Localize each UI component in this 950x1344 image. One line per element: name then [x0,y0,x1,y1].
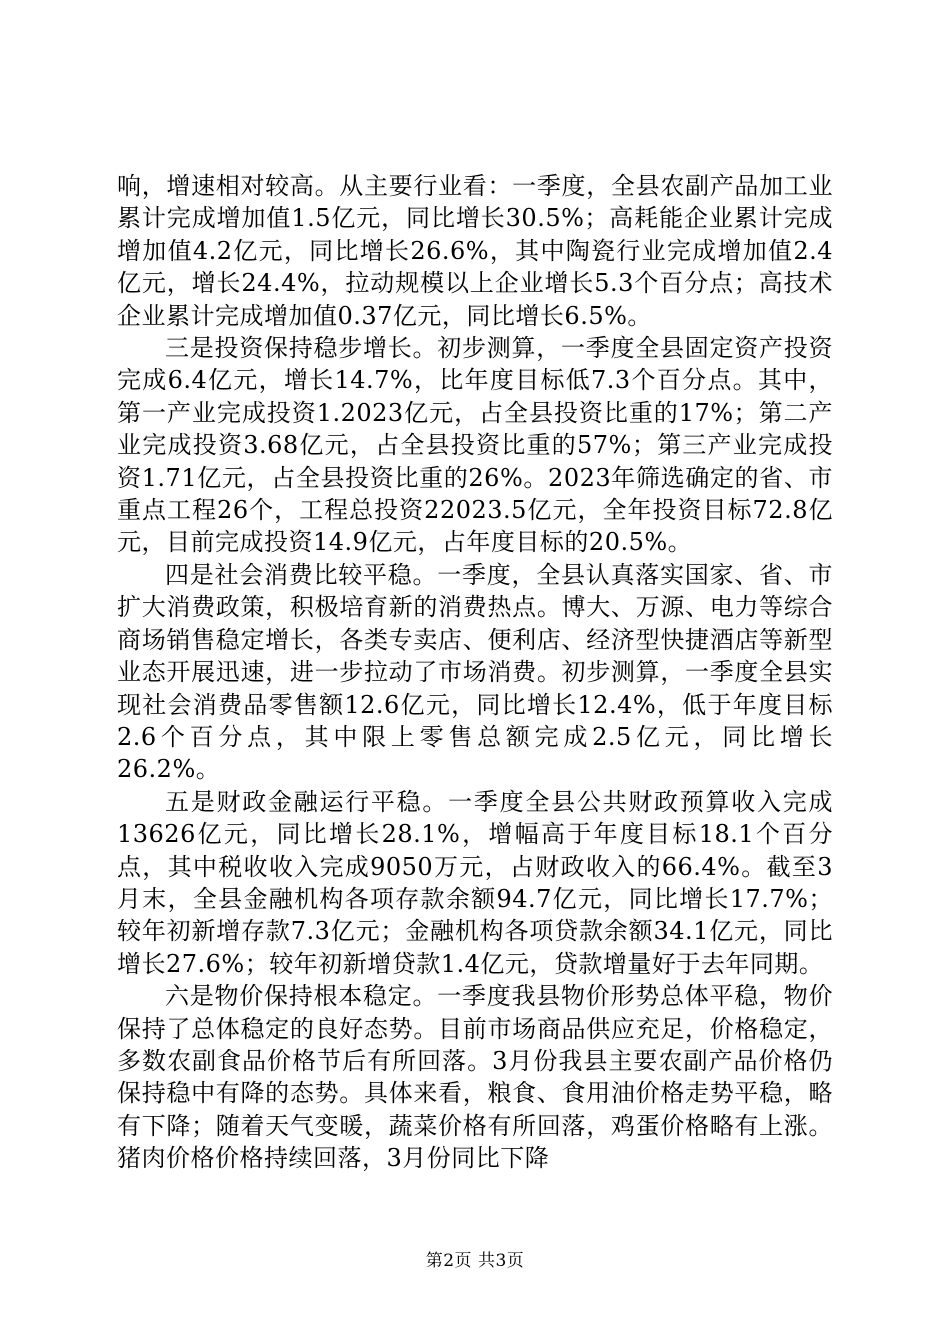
paragraph-consumption: 四是社会消费比较平稳。一季度，全县认真落实国家、省、市扩大消费政策，积极培育新的消费热点。博大、万源、电力等综合商场销售稳定增长，各类专卖店、便利店、经济型快捷酒店等新型业态开展迅速，进一步拉动了市场消费。初步测算，一季度全县实现社会消费品零售额12.6亿元，同比增长12.4%，低于年度目标2.6个百分点，其中限上零售总额完成2.5亿元，同比增长26.2%。 [117,560,833,784]
document-body [117,170,833,1175]
paragraph-prices: 六是物价保持根本稳定。一季度我县物价形势总体平稳，物价保持了总体稳定的良好态势。目前市场商品供应充足，价格稳定，多数农副食品价格节后有所回落。3月份我县主要农副产品价格仍保持稳中有降的态势。具体来看，粮食、食用油价格走势平稳，略有下降；随着天气变暖，蔬菜价格有所回落，鸡蛋价格略有上涨。猪肉价格价格持续回落，3月份同比下降 [117,982,833,1173]
page-number-footer: 第2页 共3页 [425,1251,525,1271]
paragraph-finance: 五是财政金融运行平稳。一季度全县公共财政预算收入完成13626亿元，同比增长28.1%，增幅高于年度目标18.1个百分点，其中税收收入完成9050万元，占财政收入的66.4%。截至3月末，全县金融机构各项存款余额94.7亿元，同比增长17.7%；较年初新增存款7.3亿元；金融机构各项贷款余额34.1亿元，同比增长27.6%；较年初新增贷款1.4亿元，贷款增量好于去年同期。 [117,787,833,978]
paragraph-investment: 三是投资保持稳步增长。初步测算，一季度全县固定资产投资完成6.4亿元，增长14.7%，比年度目标低7.3个百分点。其中，第一产业完成投资1.2023亿元，占全县投资比重的17%；第二产业完成投资3.68亿元，占全县投资比重的57%；第三产业完成投资1.71亿元，占全县投资比重的26%。2023年筛选确定的省、市重点工程26个，工程总投资22023.5亿元，全年投资目标72.8亿元，目前完成投资14.9亿元，占年度目标的20.5%。 [117,334,833,557]
paragraph-continuation: 响，增速相对较高。从主要行业看：一季度，全县农副产品加工业累计完成增加值1.5亿元，同比增长30.5%；高耗能企业累计完成增加值4.2亿元，同比增长26.6%，其中陶瓷行业完成增加值2.4亿元，增长24.4%，拉动规模以上企业增长5.3个百分点；高技术企业累计完成增加值0.37亿元，同比增长6.5%。 [117,172,833,330]
